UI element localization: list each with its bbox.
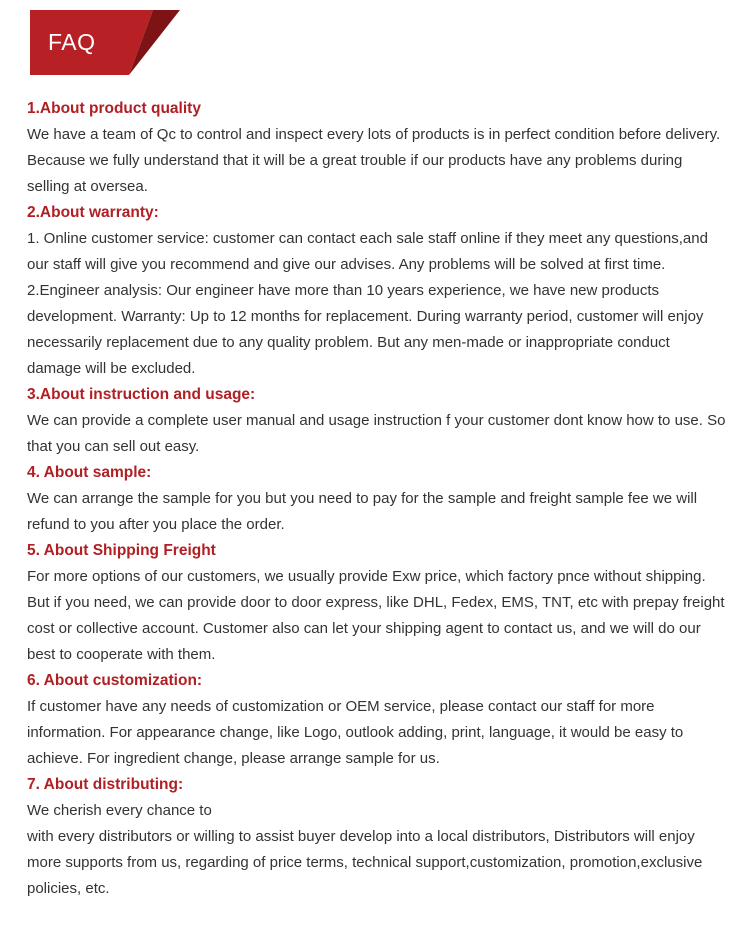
faq-paragraph: For more options of our customers, we usually provide Exw price, which factory pnce without shipping. But if you need, we can provide door to door express, like DHL, Fedex, EMS, TNT, etc with prepay freight cost or collective account. Customer also can let your shipping agent to contact us, and we will do our best to cooperate with them. [27,568,725,663]
faq-section-sample [27,460,728,538]
faq-section-heading: 5. About Shipping Freight [27,542,216,559]
faq-section-customization [27,668,728,772]
faq-section-warranty [27,200,728,382]
faq-banner [30,10,180,75]
faq-section-instruction-usage [27,382,728,460]
faq-banner-title: FAQ [48,29,96,55]
faq-paragraph: with every distributors or willing to assist buyer develop into a local distributors, Distributors will enjoy more supports from us, regarding of price terms, technical support,customization, promotion,exclusive policies, etc. [27,828,703,897]
faq-section-heading: 6. About customization: [27,672,203,689]
faq-paragraph: We cherish every chance to [27,802,212,819]
faq-content [0,75,750,932]
faq-paragraph: We have a team of Qc to control and inspect every lots of products is in perfect condition before delivery. Because we fully understand that it will be a great trouble if our products have any problems during selling at oversea. [27,126,721,195]
faq-paragraph: 1. Online customer service: customer can contact each sale staff online if they meet any questions,and our staff will give you recommend and give our advises. Any problems will be solved at first time. [27,230,708,273]
faq-section-heading: 4. About sample: [27,464,152,481]
faq-section-heading: 2.About warranty: [27,204,159,221]
faq-paragraph: We can provide a complete user manual and usage instruction f your customer dont know how to use. So that you can sell out easy. [27,412,726,455]
faq-section-heading: 1.About product quality [27,100,201,117]
faq-section-product-quality [27,96,728,200]
faq-paragraph: We can arrange the sample for you but you need to pay for the sample and freight sample fee we will refund to you after you place the order. [27,490,698,533]
faq-section-shipping-freight [27,538,728,668]
faq-section-distributing [27,772,728,902]
faq-section-heading: 3.About instruction and usage: [27,386,256,403]
faq-paragraph: If customer have any needs of customization or OEM service, please contact our staff for more information. For appearance change, like Logo, outlook adding, print, language, it would be easy to achieve. For ingredient change, please arrange sample for us. [27,698,684,767]
faq-paragraph: 2.Engineer analysis: Our engineer have more than 10 years experience, we have new products development. Warranty: Up to 12 months for replacement. During warranty period, customer will enjoy necessarily replacement due to any quality problem. But any men-made or inappropriate conduct damage will be excluded. [27,282,704,377]
faq-section-heading: 7. About distributing: [27,776,184,793]
